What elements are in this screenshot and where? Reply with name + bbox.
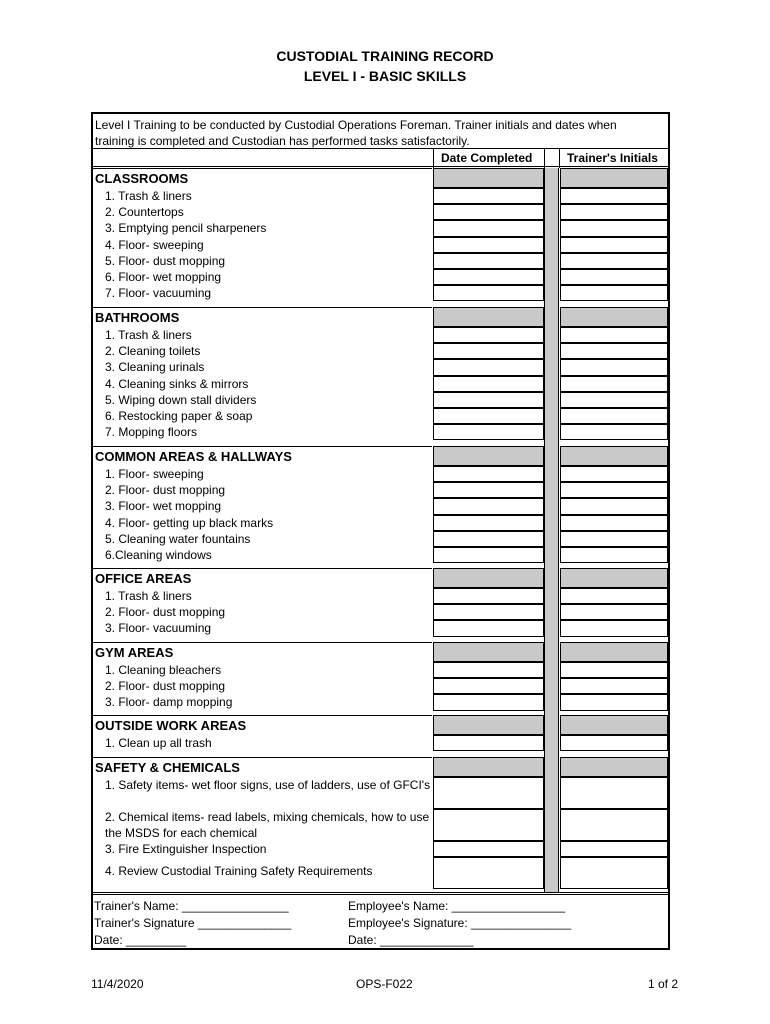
date-completed-cell[interactable] [433, 678, 544, 694]
date-completed-cell[interactable] [433, 269, 544, 285]
task-item: 2. Floor- dust mopping [105, 679, 226, 694]
trainer-initials-cell[interactable] [560, 662, 668, 678]
trainer-signature-field[interactable]: Trainer's Signature ______________ [94, 916, 292, 930]
trainer-initials-cell[interactable] [560, 269, 668, 285]
footer-page-number: 1 of 2 [648, 977, 679, 991]
date-completed-header: Date Completed [441, 151, 533, 165]
trainer-initials-cell[interactable] [560, 841, 668, 857]
employee-name-field[interactable]: Employee's Name: _________________ [348, 899, 566, 913]
column-line [544, 148, 545, 168]
task-item: 3. Floor- damp mopping [105, 695, 233, 710]
date-completed-cell[interactable] [433, 359, 544, 375]
trainer-initials-cell[interactable] [560, 424, 668, 440]
date-completed-cell[interactable] [433, 662, 544, 678]
trainer-initials-cell[interactable] [560, 588, 668, 604]
trainer-name-field[interactable]: Trainer's Name: ________________ [94, 899, 289, 913]
section-date-cell [433, 715, 544, 735]
task-item: 2. Chemical items- read labels, mixing chemicals, how to use the MSDS for each chemical [105, 810, 430, 840]
date-completed-cell[interactable] [433, 857, 544, 889]
task-item: 1. Cleaning bleachers [105, 663, 222, 677]
task-item: 4. Floor- sweeping [105, 237, 204, 252]
intro-line-1: Level I Training to be conducted by Custodial Operations Foreman. Trainer initials and dates when [95, 118, 617, 132]
date-completed-cell[interactable] [433, 604, 544, 620]
date-completed-cell[interactable] [433, 327, 544, 343]
section-initials-cell [560, 715, 668, 735]
task-item: 1. Clean up all trash [105, 736, 212, 750]
task-item: 3. Floor- wet mopping [105, 499, 222, 514]
section-date-cell [433, 168, 544, 188]
trainer-initials-cell[interactable] [560, 285, 668, 301]
date-completed-cell[interactable] [433, 515, 544, 531]
task-item: 1. Trash & liners [105, 589, 192, 603]
section-divider [93, 715, 432, 716]
task-item: 3. Fire Extinguisher Inspection [105, 842, 267, 856]
section-initials-cell [560, 307, 668, 327]
section-title: CLASSROOMS [95, 171, 189, 186]
task-item: 3. Emptying pencil sharpeners [105, 221, 267, 236]
trainer-initials-cell[interactable] [560, 547, 668, 563]
task-item: 7. Floor- vacuuming [105, 286, 212, 301]
section-initials-cell [560, 446, 668, 466]
trainer-initials-cell[interactable] [560, 253, 668, 269]
trainer-initials-cell[interactable] [560, 498, 668, 514]
section-date-cell [433, 568, 544, 588]
employee-date-field[interactable]: Date: ______________ [348, 933, 474, 947]
date-completed-cell[interactable] [433, 392, 544, 408]
date-completed-cell[interactable] [433, 408, 544, 424]
trainer-initials-cell[interactable] [560, 531, 668, 547]
date-completed-cell[interactable] [433, 285, 544, 301]
task-item: 7. Mopping floors [105, 425, 198, 440]
trainer-initials-cell[interactable] [560, 777, 668, 809]
trainer-date-field[interactable]: Date: _________ [94, 933, 187, 947]
trainer-initials-cell[interactable] [560, 188, 668, 204]
document-subtitle: LEVEL I - BASIC SKILLS [303, 68, 467, 84]
column-line [559, 148, 560, 168]
footer-form-id: OPS-F022 [356, 977, 413, 991]
section-date-cell [433, 307, 544, 327]
footer-date: 11/4/2020 [91, 977, 144, 991]
task-item: 2. Floor- dust mopping [105, 483, 226, 498]
trainer-initials-cell[interactable] [560, 220, 668, 236]
section-title: COMMON AREAS & HALLWAYS [95, 449, 292, 464]
task-item: 2. Cleaning toilets [105, 344, 201, 359]
date-completed-cell[interactable] [433, 376, 544, 392]
section-date-cell [433, 642, 544, 662]
employee-signature-field[interactable]: Employee's Signature: _______________ [348, 916, 572, 930]
trainer-initials-cell[interactable] [560, 678, 668, 694]
task-item: 2. Countertops [105, 205, 184, 220]
date-completed-cell[interactable] [433, 188, 544, 204]
date-completed-cell[interactable] [433, 343, 544, 359]
section-date-cell [433, 757, 544, 777]
section-title: GYM AREAS [95, 645, 174, 660]
date-completed-cell[interactable] [433, 498, 544, 514]
date-completed-cell[interactable] [433, 547, 544, 563]
date-completed-cell[interactable] [433, 694, 544, 710]
column-header-row [93, 148, 668, 167]
date-completed-cell[interactable] [433, 620, 544, 636]
trainer-initials-cell[interactable] [560, 809, 668, 841]
date-completed-cell[interactable] [433, 777, 544, 809]
trainer-initials-cell[interactable] [560, 376, 668, 392]
task-item: 3. Floor- vacuuming [105, 621, 212, 636]
section-title: BATHROOMS [95, 310, 180, 325]
section-title: OUTSIDE WORK AREAS [95, 718, 247, 733]
task-item: 3. Cleaning urinals [105, 360, 205, 375]
task-item: 4. Floor- getting up black marks [105, 515, 274, 530]
section-divider [93, 757, 432, 758]
task-item: 1. Safety items- wet floor signs, use of ladders, use of GFCI's [105, 778, 431, 792]
date-completed-cell[interactable] [433, 204, 544, 220]
task-item: 5. Cleaning water fountains [105, 531, 251, 546]
section-initials-cell [560, 757, 668, 777]
section-divider [93, 168, 432, 169]
signature-block [93, 892, 668, 948]
section-date-cell [433, 446, 544, 466]
trainer-initials-cell[interactable] [560, 359, 668, 375]
task-item: 6.Cleaning windows [105, 548, 212, 562]
task-item: 5. Wiping down stall dividers [105, 392, 257, 407]
trainer-initials-cell[interactable] [560, 392, 668, 408]
task-item: 1. Trash & liners [105, 189, 192, 203]
task-item: 1. Floor- sweeping [105, 467, 204, 481]
task-item: 6. Restocking paper & soap [105, 409, 253, 423]
date-completed-cell[interactable] [433, 482, 544, 498]
section-divider [93, 642, 432, 643]
section-initials-cell [560, 568, 668, 588]
trainer-initials-cell[interactable] [560, 735, 668, 751]
section-title: OFFICE AREAS [95, 571, 192, 586]
document-title: CUSTODIAL TRAINING RECORD [276, 48, 494, 64]
trainer-initials-cell[interactable] [560, 620, 668, 636]
intro-line-2: training is completed and Custodian has performed tasks satisfactorily. [95, 134, 470, 148]
section-divider [93, 568, 432, 569]
task-item: 6. Floor- wet mopping [105, 270, 222, 284]
date-completed-cell[interactable] [433, 531, 544, 547]
section-initials-cell [560, 168, 668, 188]
task-item: 2. Floor- dust mopping [105, 605, 226, 620]
date-completed-cell[interactable] [433, 253, 544, 269]
section-title: SAFETY & CHEMICALS [95, 760, 240, 775]
date-completed-cell[interactable] [433, 220, 544, 236]
section-divider [93, 446, 432, 447]
task-item: 4. Cleaning sinks & mirrors [105, 376, 249, 391]
date-completed-cell[interactable] [433, 237, 544, 253]
trainer-initials-cell[interactable] [560, 343, 668, 359]
trainer-initials-cell[interactable] [560, 482, 668, 498]
date-completed-cell[interactable] [433, 424, 544, 440]
trainer-initials-cell[interactable] [560, 466, 668, 482]
trainer-initials-cell[interactable] [560, 408, 668, 424]
date-completed-cell[interactable] [433, 735, 544, 751]
intro-text [93, 114, 668, 148]
date-completed-cell[interactable] [433, 841, 544, 857]
trainer-initials-cell[interactable] [560, 857, 668, 889]
task-item: 5. Floor- dust mopping [105, 253, 226, 268]
section-initials-cell [560, 642, 668, 662]
spacer-column [544, 168, 559, 892]
date-completed-cell[interactable] [433, 588, 544, 604]
section-divider [93, 307, 432, 308]
trainer-initials-cell[interactable] [560, 515, 668, 531]
trainer-initials-cell[interactable] [560, 694, 668, 710]
date-completed-cell[interactable] [433, 809, 544, 841]
trainer-initials-cell[interactable] [560, 237, 668, 253]
trainer-initials-cell[interactable] [560, 204, 668, 220]
date-completed-cell[interactable] [433, 466, 544, 482]
trainer-initials-cell[interactable] [560, 327, 668, 343]
task-item: 4. Review Custodial Training Safety Requirements [105, 864, 373, 878]
trainer-initials-cell[interactable] [560, 604, 668, 620]
column-line [433, 148, 434, 168]
training-form [91, 112, 670, 950]
trainers-initials-header: Trainer's Initials [567, 151, 658, 165]
task-item: 1. Trash & liners [105, 328, 192, 342]
